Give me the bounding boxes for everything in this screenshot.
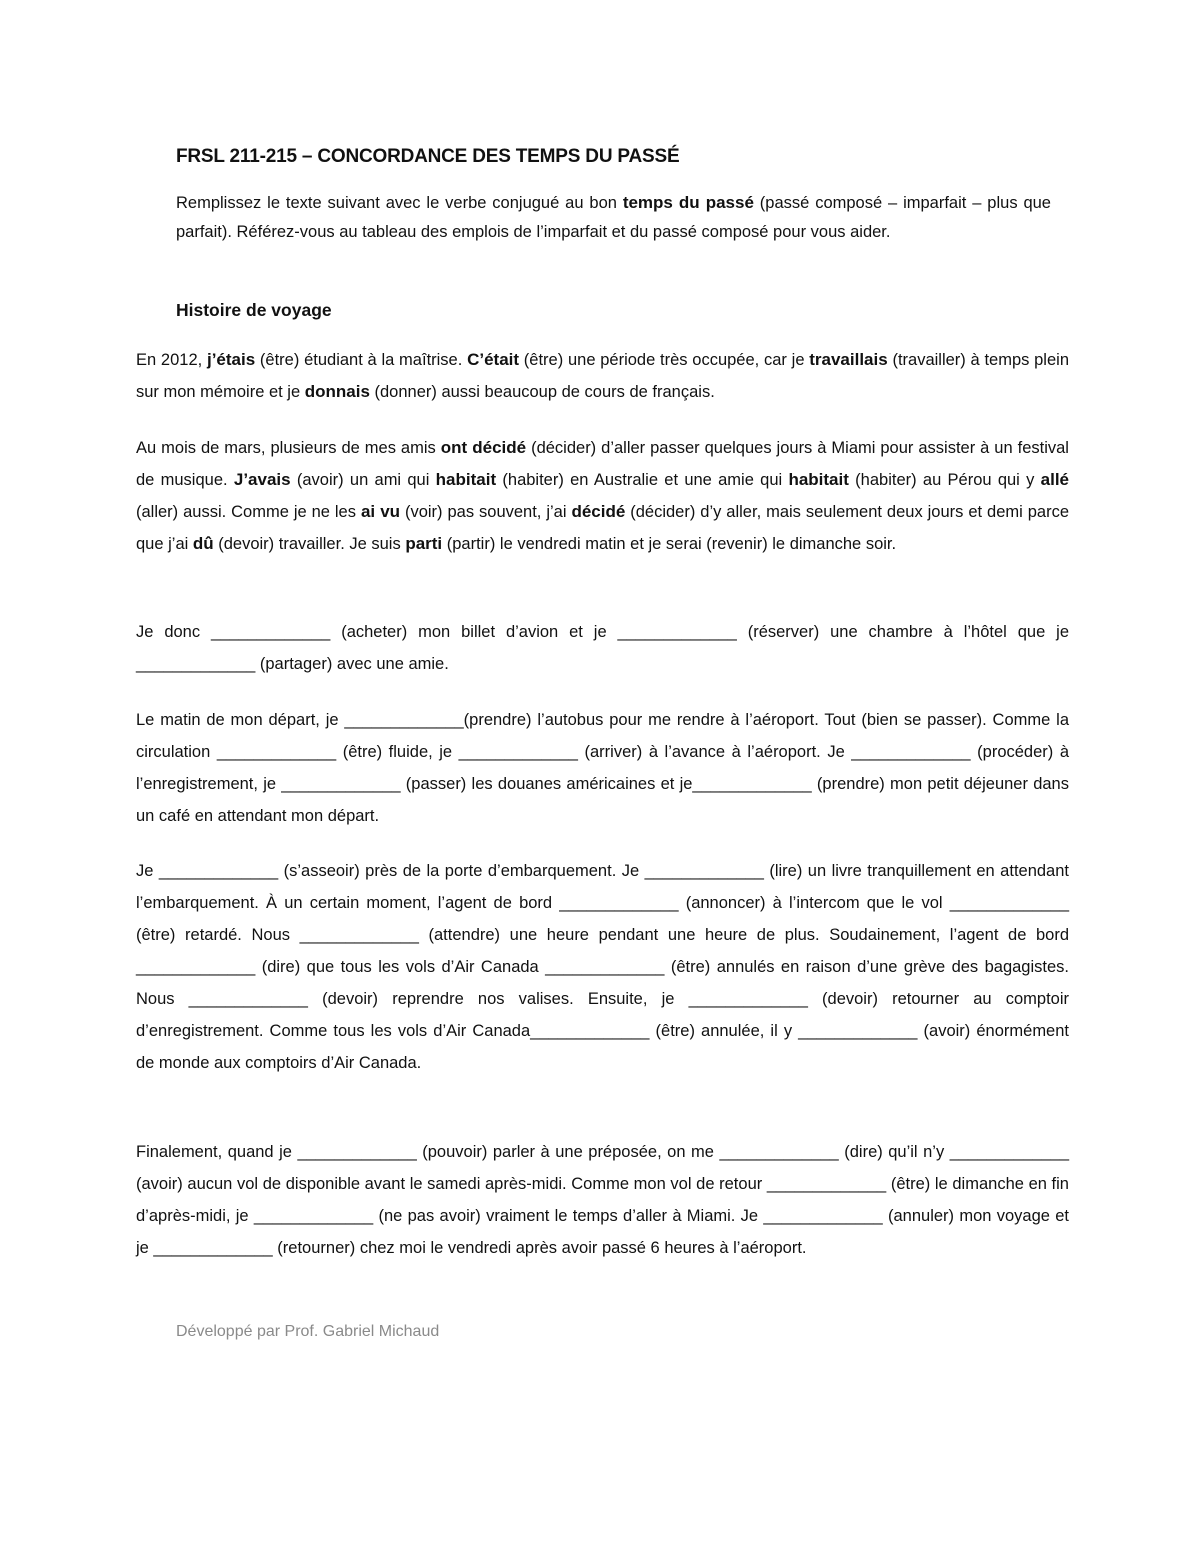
text-run: Je _____________ (s’asseoir) près de la porte d’embarquement. Je _____________ (lire) un livre tranquillement en attendant l’embarquement. À un certain moment, l’agent de bord _____________ (annoncer) à l’intercom que le vol _____________ (être) retardé. Nous _____________ (attendre) une heure pendant une heure de plus. Soudainement, l’agent de bord _____________ (dire) que tous les vols d’Air Canada _____________ (être) annulés en raison d’une grève des bagagistes. Nous _____________ (devoir) reprendre nos valises. Ensuite, je _____________ (devoir) retourner au comptoir d’enregistrement. Comme tous les vols d’Air Canada_____________ (être) annulée, il y _____________ (avoir) énormément de monde aux comptoirs d’Air Canada. [136, 862, 1069, 1072]
conjugated-verb: ai vu [360, 502, 401, 521]
text-run: (passé composé – imparfait – plus que parfait). Référez-vous au tableau des emplois de l’imparfait et du passé composé pour vous aider. [176, 194, 1051, 241]
paragraph-3 [136, 616, 1069, 680]
text-run: Remplissez le texte suivant avec le verbe conjugué au bon [176, 194, 623, 212]
paragraph-6 [136, 1136, 1069, 1264]
text-run: (avoir) un ami qui [290, 471, 436, 489]
text-run: En 2012, [136, 351, 207, 369]
text-run: (être) une période très occupée, car je [519, 351, 810, 369]
text-run: Le matin de mon départ, je _____________(prendre) l’autobus pour me rendre à l’aéroport. Tout (bien se passer). Comme la circulation _____________ (être) fluide, je _____________ (arriver) à l’avance à l’aéroport. Je _____________ (procéder) à l’enregistrement, je _____________ (passer) les douanes américaines et je_____________ (prendre) mon petit déjeuner dans un café en attendant mon départ. [136, 711, 1069, 825]
conjugated-verb: j’étais [206, 350, 256, 369]
footer-credit: Développé par Prof. Gabriel Michaud [176, 1323, 440, 1340]
paragraph-1 [136, 344, 1069, 408]
conjugated-verb: parti [405, 534, 443, 553]
conjugated-verb: J’avais [233, 470, 291, 489]
instructions [176, 188, 1051, 247]
text-run: (habiter) au Pérou qui y [848, 471, 1041, 489]
conjugated-verb: temps du passé [622, 193, 754, 212]
text-run: (aller) aussi. Comme je ne les [136, 503, 361, 521]
text-run: Je donc _____________ (acheter) mon billet d’avion et je _____________ (réserver) une chambre à l’hôtel que je _____________ (partager) avec une amie. [136, 623, 1069, 673]
text-run: (travailler) à temps plein sur mon mémoire et je [136, 351, 1069, 401]
conjugated-verb: décidé [571, 502, 626, 521]
text-run: (voir) pas souvent, j’ai [400, 503, 572, 521]
section-subtitle: Histoire de voyage [176, 300, 332, 320]
text-run: (partir) le vendredi matin et je serai (revenir) le dimanche soir. [442, 535, 897, 553]
conjugated-verb: donnais [304, 382, 370, 401]
conjugated-verb: dû [192, 534, 214, 553]
conjugated-verb: habitait [435, 470, 497, 489]
conjugated-verb: allé [1040, 470, 1069, 489]
paragraph-4 [136, 704, 1069, 832]
text-run: (décider) d’y aller, mais seulement deux jours et demi parce que j’ai [136, 503, 1069, 553]
text-run: Au mois de mars, plusieurs de mes amis [136, 439, 441, 457]
conjugated-verb: ont décidé [440, 438, 527, 457]
conjugated-verb: travaillais [809, 350, 888, 369]
text-run: (devoir) travailler. Je suis [213, 535, 406, 553]
text-run: (décider) d’aller passer quelques jours à Miami pour assister à un festival de musique. [136, 439, 1069, 489]
text-run: Finalement, quand je _____________ (pouvoir) parler à une préposée, on me _____________ (dire) qu’il n’y _____________ (avoir) aucun vol de disponible avant le samedi après-midi. Comme mon vol de retour _____________ (être) le dimanche en fin d’après-midi, je _____________ (ne pas avoir) vraiment le temps d’aller à Miami. Je _____________ (annuler) mon voyage et je _____________ (retourner) chez moi le vendredi après avoir passé 6 heures à l’aéroport. [136, 1143, 1069, 1257]
paragraph-5 [136, 855, 1069, 1079]
text-run: (donner) aussi beaucoup de cours de français. [369, 383, 715, 401]
text-run: (être) étudiant à la maîtrise. [255, 351, 468, 369]
conjugated-verb: C’était [467, 350, 520, 369]
paragraph-2 [136, 432, 1069, 560]
conjugated-verb: habitait [788, 470, 849, 489]
text-run: (habiter) en Australie et une amie qui [496, 471, 789, 489]
document-title: FRSL 211-215 – CONCORDANCE DES TEMPS DU PASSÉ [176, 146, 680, 167]
